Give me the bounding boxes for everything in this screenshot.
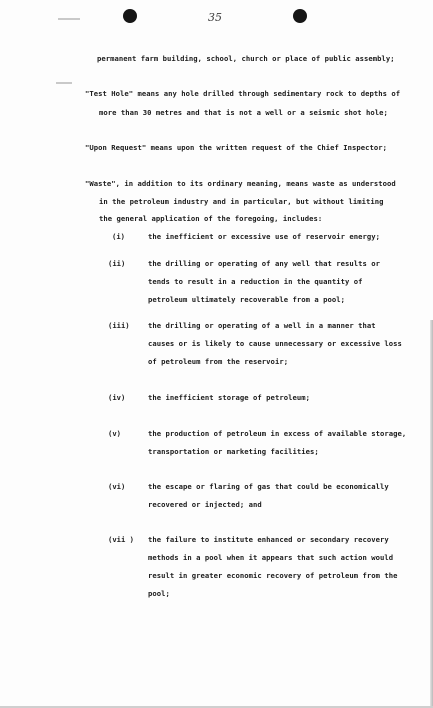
punch-hole-left [123, 9, 137, 23]
scan-smudge [58, 18, 80, 20]
item-text-line: the inefficient or excessive use of reservoir energy; [148, 232, 380, 241]
text-line: "Test Hole" means any hole drilled through sedimentary rock to depths of [85, 89, 401, 98]
text-line: "Upon Request" means upon the written request of the Chief Inspector; [85, 143, 388, 152]
punch-hole-right [293, 9, 307, 23]
item-text-line: methods in a pool when it appears that such action would [148, 553, 394, 562]
scan-smudge [56, 82, 72, 84]
item-text-line: transportation or marketing facilities; [148, 447, 319, 456]
text-line: "Waste", in addition to its ordinary meaning, means waste as understood [85, 179, 396, 188]
item-text-line: the drilling or operating of any well that results or [148, 259, 380, 268]
item-text-line: the escape or flaring of gas that could be economically [148, 482, 389, 491]
item-text-line: the failure to institute enhanced or secondary recovery [148, 535, 389, 544]
item-label: (v) [108, 429, 121, 438]
item-text-line: the inefficient storage of petroleum; [148, 393, 310, 402]
item-text-line: the drilling or operating of a well in a manner that [148, 321, 376, 330]
text-line: permanent farm building, school, church or place of public assembly; [97, 54, 395, 63]
item-text-line: the production of petroleum in excess of available storage, [148, 429, 407, 438]
item-label: (vi) [108, 482, 126, 491]
page-number: 35 [208, 11, 222, 24]
item-label: (ii) [108, 259, 126, 268]
item-text-line: pool; [148, 589, 170, 598]
text-line: more than 30 metres and that is not a well or a seismic shot hole; [99, 108, 388, 117]
item-label: (iv) [108, 393, 126, 402]
item-text-line: causes or is likely to cause unnecessary or excessive loss [148, 339, 402, 348]
item-text-line: of petroleum from the reservoir; [148, 357, 289, 366]
item-text-line: recovered or injected; and [148, 500, 262, 509]
item-label: (iii) [108, 321, 130, 330]
item-label: (vii ) [108, 535, 134, 544]
text-line: the general application of the foregoing, includes: [99, 214, 323, 223]
item-text-line: petroleum ultimately recoverable from a pool; [148, 295, 345, 304]
item-text-line: tends to result in a reduction in the quantity of [148, 277, 363, 286]
item-text-line: result in greater economic recovery of petroleum from the [148, 571, 398, 580]
text-line: in the petroleum industry and in particular, but without limiting [99, 197, 384, 206]
item-label: (i) [112, 232, 125, 241]
